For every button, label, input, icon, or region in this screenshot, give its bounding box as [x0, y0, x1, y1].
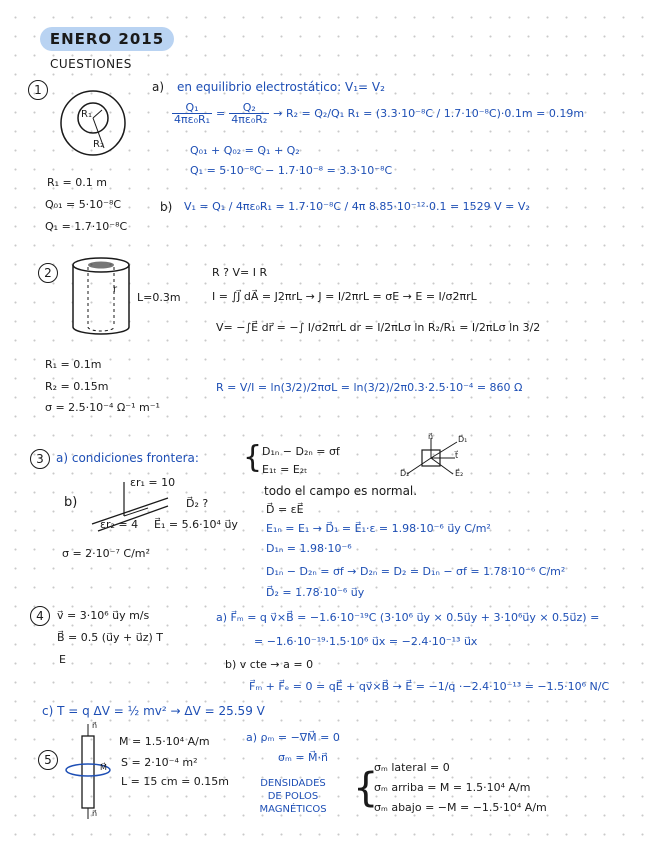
q1-given-q01: Q₀₁ = 5·10⁻⁸C — [45, 198, 122, 211]
q5-fig-m-label: M⃗ — [100, 763, 107, 772]
question-2-number: 2 — [38, 263, 58, 283]
q2-radius-fig-label: r — [113, 284, 118, 295]
q5-magnet-figure — [64, 722, 114, 822]
q3-fig-n-label: n⃗ — [428, 432, 434, 441]
exam-date-title: ENERO 2015 — [40, 27, 174, 51]
q5-magnetization: M = 1.5·10⁴ A/m — [119, 735, 210, 748]
q2-given-r2: R₂ = 0.15m — [45, 380, 109, 393]
q1-charge-result: Q₁ = 5·10⁻⁸C − 1.7·10⁻⁸ = 3.3·10⁻⁸C — [190, 164, 393, 177]
question-4-number: 4 — [30, 606, 50, 626]
q2-current-line: I = ∫J⃗ dA⃗ = J2πrL → J = I/2πrL = σE → E = I/σ2πrL — [212, 290, 477, 303]
q5-lateral: σₘ lateral = 0 — [374, 761, 450, 774]
q1-given-q1: Q₁ = 1.7·10⁻⁸C — [45, 220, 128, 233]
q1-given-r1: R₁ = 0.1 m — [47, 176, 107, 189]
q4-velocity: v⃗ = 3·10⁶ u⃗y m/s — [57, 609, 150, 622]
section-heading: CUESTIONES — [50, 57, 132, 71]
q3-d1-line: E₁ₙ = E₁ → D⃗₁ = E⃗₁·ε = 1.98·10⁻⁶ u⃗y C/m² — [266, 522, 491, 535]
q3-e1-value: E⃗₁ = 5.6·10⁴ u⃗y — [154, 518, 238, 531]
q3-d2-question: D⃗₂ ? — [186, 497, 209, 510]
q4-force-line: a) F⃗ₘ = q v⃗×B⃗ = −1.6·10⁻¹⁹C (3·10⁶ u⃗y × 0.5u⃗y + 3·10⁶u⃗y × 0.5u⃗z) = — [216, 611, 600, 624]
q2-given-r1: R₁ = 0.1m — [45, 358, 102, 371]
q5-fig-n-top: n⃗ — [92, 721, 98, 730]
q1-potential-result: V₁ = Q₁ / 4πε₀R₁ = 1.7·10⁻⁸C / 4π 8.85·10⁻¹²·0.1 = 1529 V = V₂ — [184, 200, 530, 213]
q4-part-c: c) T = q ΔV = ½ mv² → ΔV = 25.59 V — [42, 704, 265, 718]
q1-charge-sum: Q₀₁ + Q₀₂ = Q₁ + Q₂ — [190, 144, 300, 157]
q5-density-caption-1: DENSIDADES — [260, 778, 326, 789]
r1-fig-label: R₁ — [81, 109, 92, 120]
q1-equilibrium-text: en equilibrio electrostático: V₁= V₂ — [177, 80, 385, 94]
q5-area: S = 2·10⁻⁴ m² — [121, 756, 198, 769]
q4-part-b: b) v cte → a = 0 — [225, 658, 314, 671]
q3-permittivity-2: εr₂ = 4 — [100, 518, 139, 531]
q3-fig-d2-label: D⃗₂ — [400, 469, 410, 478]
q4-field-b: B⃗ = 0.5 (u⃗y + u⃗z) T — [57, 631, 163, 644]
q1-part-b-label: b) — [160, 200, 173, 214]
q5-bottom: σₘ abajo = −M = −1.5·10⁴ A/m — [374, 801, 547, 814]
q5-surface-density: σₘ = M⃗·n⃗ — [278, 751, 328, 764]
q3-d1n-line: D₁ₙ = 1.98·10⁻⁶ — [266, 542, 352, 555]
q3-condition-tangent: E₁ₜ = E₂ₜ — [262, 463, 308, 476]
q5-brace: { — [353, 765, 379, 811]
q5-length: L = 15 cm = 0.15m — [121, 775, 230, 788]
q3-d2-result: D⃗₂ = 1.78·10⁻⁶ u⃗y — [266, 586, 365, 599]
q3-normal-note: todo el campo es normal. — [264, 484, 418, 498]
r2-fig-label: R₂ — [93, 139, 104, 150]
q4-e-field-result: F⃗ₘ + F⃗ₑ = 0 = qE⃗ + qv⃗×B⃗ → E⃗ = −1/q ·−2.4·10⁻¹³ = −1.5·10⁶ N/C — [249, 680, 610, 693]
q3-fig-d1-label: D⃗₁ — [458, 435, 468, 444]
q3-sigma-value: σ = 2·10⁻⁷ C/m² — [62, 547, 150, 560]
q3-permittivity-1: εr₁ = 10 — [130, 476, 176, 489]
q3-fig-t-label: t⃗ — [455, 451, 459, 460]
question-3-number: 3 — [30, 449, 50, 469]
q4-force-result: = −1.6·10⁻¹⁹·1.5·10⁶ u⃗x = −2.4·10⁻¹³ u⃗x — [254, 635, 478, 648]
q4-field-e: E — [59, 653, 66, 666]
q2-given-sigma: σ = 2.5·10⁻⁴ Ω⁻¹ m⁻¹ — [45, 401, 160, 414]
q2-potential-line: V= −∫E⃗ dr⃗ = −∫ I/σ2πrL dr = I/2πLσ ln R₂/R₁ = I/2πLσ ln 3/2 — [216, 321, 541, 334]
q3-brace: { — [243, 440, 263, 475]
q1-part-a-label: a) — [152, 80, 165, 94]
q3-boundary-text: a) condiciones frontera: — [56, 451, 199, 465]
q2-cylinder-figure — [70, 255, 132, 340]
q5-density-caption-2: DE POLOS — [267, 791, 319, 802]
q5-top: σₘ arriba = M = 1.5·10⁴ A/m — [374, 781, 531, 794]
q5-density-caption-3: MAGNÉTICOS — [259, 804, 327, 815]
q3-d-eq: D⃗ = εE⃗ — [266, 503, 304, 516]
q3-condition-normal: D₁ₙ − D₂ₙ = σf — [262, 445, 340, 458]
q3-fig-e2-label: E⃗₂ — [455, 469, 464, 478]
q2-resistance-line: R = V/I = ln(3/2)/2πσL = ln(3/2)/2π0.3·2.5·10⁻⁴ = 860 Ω — [216, 381, 523, 394]
q2-question: R ? V= I R — [212, 266, 268, 279]
q1-potential-equation: $\frac{\text{Q₁}}{\text{4πε₀R₁}}$ = $\frac{\text{Q₂}}{\text{4πε₀R₂}}$ → R₂ = Q₂/Q₁ R₁ = (3.3·10⁻⁸C / 1.7·10⁻⁸C)·0.1m = 0.19m — [174, 101, 585, 126]
q5-fig-n-bottom: n⃗ — [92, 809, 98, 818]
q5-volume-density: a) ρₘ = −∇M⃗ = 0 — [246, 731, 340, 744]
q3-part-b-label: b) — [64, 495, 78, 510]
q3-d2n-line: D₁ₙ − D₂ₙ = σf → D₂ₙ = D₂ = D₁ₙ − σf = 1.78·10⁻⁶ C/m² — [266, 565, 566, 578]
q2-length-label: L=0.3m — [137, 291, 181, 304]
question-1-number: 1 — [28, 80, 48, 100]
question-5-number: 5 — [38, 750, 58, 770]
